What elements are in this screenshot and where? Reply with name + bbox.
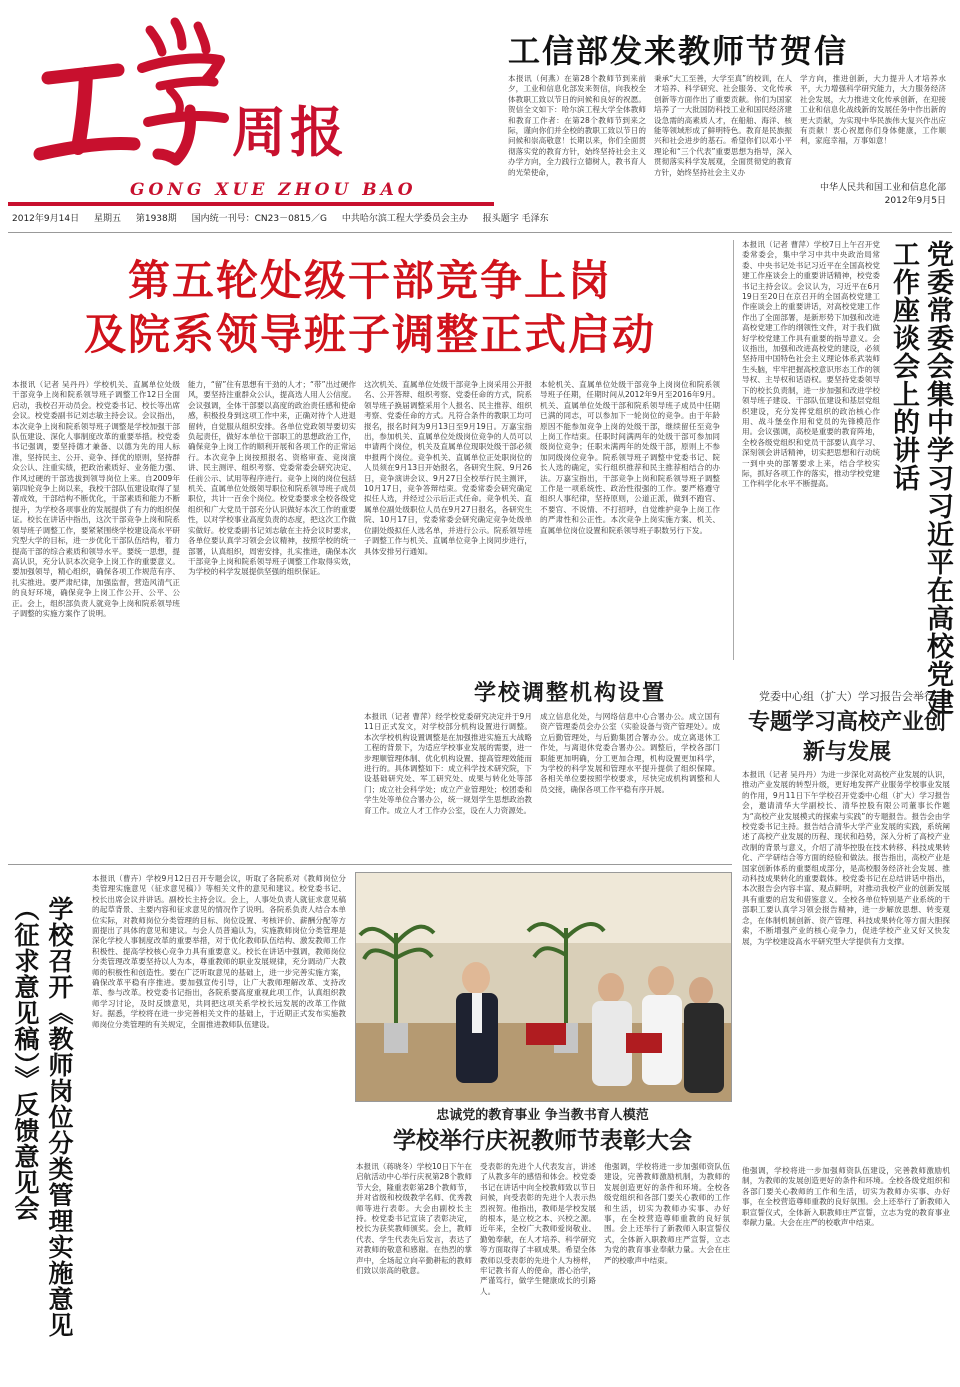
right-story-body: 本报讯（记者 曹萍）学校7日上午召开党委常委会，集中学习中共中央政治局常委、中央书记处书记习近平在全国高校党建工作座谈会上的重要讲话精神，校党委书记主持会议。会议认为，习近平在6月19日至20日在京召开的全国高校党建工作座谈会上的重要讲话，对高校党建工作作出了全面部署，是新形势下加强和改进高校党建工作的纲领性文件，对于我们做好学校党建工作具有重要的指导意义。会议指出，加强和改进高校党的建设，必须坚持用中国特色社会主义理论体系武装师生头脑，牢牢把握高校意识形态工作的领导权、主导权和话语权。要坚持党委领导下的校长负责制，进一步加强和改进学校领导班子建设、干部队伍建设和基层党组织建设，充分发挥党组织的政治核心作用、战斗堡垒作用和党员的先锋模范作用。会议强调，高校是重要的教育阵地，全校各级党组织和党员干部要认真学习、深刻领会讲话精神，切实把思想和行动统一到中央的部署要求上来，结合学校实际，抓好各项工作的落实，推动学校党建工作科学化水平不断提高。 — [742, 240, 880, 489]
column-rule — [733, 240, 734, 660]
masthead-rule — [8, 202, 494, 206]
issue-date: 2012年9月14日 — [12, 214, 80, 224]
structure-story-col1: 本报讯（记者 曹萍）经学校党委研究决定并于9月11日正式发文，对学校部分机构设置进行调整。本次学校机构设置调整是在加强推进实施五大战略工程的背景下，为适应学校事业发展的需要，进一步理顺管理体制、优化机构设置、提高管理效能而进行的。具体调整如下：成立科学技术研究院，下设基础研究处、军工研究处、成果与转化处等部门；成立社会科学处；成立产业管理处；校团委和学生处等单位合署办公，统一规划学生思想政治教育工作。成立人才工作办公室，设在人力资源处。 — [364, 712, 532, 815]
masthead-pinyin: GONG XUE ZHOU BAO — [130, 180, 417, 200]
teachers-day-photo — [355, 872, 732, 1102]
section-divider — [8, 232, 952, 233]
section-divider-2 — [8, 864, 732, 865]
masthead-title: 周报 — [232, 101, 348, 164]
celebration-col1: 本报讯（蒋晓冬）学校10日下午在启航活动中心举行庆祝第28个教师节大会，隆重表彰第28个教师节，并对省级和校级教学名师、优秀教师等进行表彰。大会由副校长主持。校党委书记宣读了表彰决定，校长为获奖教师颁奖。会上，教师代表、学生代表先后发言，表达了对教师的敬意和感谢。在热烈的掌声中，全场起立向辛勤耕耘的教师们致以崇高的敬意。 — [356, 1162, 472, 1276]
masthead-info-bar — [12, 211, 549, 224]
main-story-headline — [20, 254, 720, 362]
left-story-body: 本报讯（曹卉）学校9月12日召开专题会议，听取了各院系对《教师岗位分类管理实施意见（征求意见稿）》等相关文件的意见和建议。校党委书记、校长出席会议并讲话。副校长主持会议。会上，人事处负责人就征求意见稿的起草背景、主要内容和征求意见的情况作了说明。各院系负责人结合本单位实际，对教师岗位分类管理的目标、岗位设置、考核评价、薪酬分配等方面提出了具体的意见和建议。与会人员普遍认为，实施教师岗位分类管理是深化学校人事制度改革的重要举措，对于优化教师队伍结构、激发教师工作积极性、提高学校核心竞争力具有重要意义。校长在讲话中强调，教师岗位分类管理改革要坚持以人为本，尊重教师的职业发展规律，充分调动广大教师的积极性和创造性。要在广泛听取意见的基础上，进一步完善实施方案，确保改革平稳有序推进。要加强宣传引导，让广大教师理解改革、支持改革、参与改革。校党委书记指出，各院系要高度重视此项工作，认真组织教师学习讨论，及时反馈意见，共同把这项关系学校长远发展的改革工作做好。据悉，学校将在进一步完善相关文件的基础上，于近期正式发布实施教师岗位分类管理的有关规定，全面推进教师队伍建设。 — [92, 874, 346, 1029]
issue-inscription: 报头题字 毛泽东 — [482, 214, 549, 224]
issue-weekday: 星期五 — [93, 214, 121, 224]
top-story-col2: 秉承“大工至善，大学至真”的校训，在人才培养、科学研究、社会服务、文化传承创新等方面作出了重要贡献。你们为国家培养了一大批国防科技工业和国民经济建设急需的高素质人才，在船舶、海洋、核能等领域形成了鲜明特色。教育是民族振兴和社会进步的基石。希望你们以邓小平理论和“三个代表”重要思想为指导，深入贯彻落实科学发展观，全面贯彻党的教育方针，始终坚持社会主义办 — [654, 74, 792, 177]
main-story-col1: 本报讯（记者 吴丹丹）学校机关、直属单位处级干部竞争上岗和院系领导班子调整工作12日全面启动，我校召开动员会。校党委书记、校长等出席会议。校党委副书记刘志敏主持会议。会议指出，本次竞争上岗和院系领导班子调整是学校加强干部队伍建设、深化人事制度改革的重要举措。校党委书记强调，要坚持德才兼备、以德为先的用人标准，坚持民主、公开、竞争、择优的原则，坚持群众公认、注重实绩，把政治素质好、业务能力强、作风过硬的干部选拔到领导岗位上来。自2009年第四轮竞争上岗以来，我校干部队伍建设取得了显著成效，干部结构不断优化，干部素质和能力不断提升，为学校各项事业的发展提供了有力的组织保证。校长在讲话中指出，这次干部竞争上岗和院系领导班子调整工作，要紧紧围绕学校建设高水平研究型大学的目标，进一步优化干部队伍结构，着力提高干部的综合素质和领导水平。要统一思想，提高认识，充分认识本次竞争上岗工作的重要意义。要加强领导，精心组织，确保各项工作规范有序、扎实推进。要严肃纪律，加强监督，营造风清气正的良好环境，确保竞争上岗工作公开、公平、公正。会上，组织部负责人就竞争上岗和院系领导班子调整的实施方案作了说明。 — [12, 380, 180, 618]
masthead-calligraphy-logo — [30, 8, 230, 168]
celebration-col4: 他强调，学校将进一步加强师资队伍建设，完善教师激励机制，为教师的发展创造更好的条件和环境。全校各级党组织和各部门要关心教师的工作和生活，切实为教师办实事、办好事，在全校营造尊师重教的良好氛围。会上还举行了新教师入职宣誓仪式，全体新入职教师庄严宣誓，立志为党的教育事业奉献力量。大会在庄严的校歌声中结束。 — [742, 1166, 950, 1228]
top-story-headline: 工信部发来教师节贺信 — [508, 32, 849, 70]
celebration-col2: 受表彰的先进个人代表发言，讲述了从教多年的感悟和体会。校党委书记在讲话中向全校教师致以节日问候，向受表彰的先进个人表示热烈祝贺。他指出，教师是学校发展的根本，是立校之本、兴校之源。近年来，全校广大教师爱岗敬业、勤勉奉献，在人才培养、科学研究等方面取得了丰硕成果。希望全体教师以受表彰的先进个人为榜样，牢记教书育人的使命，潜心治学，严谨笃行，做学生健康成长的引路人。 — [480, 1162, 596, 1296]
right-story-headline: 党委常委会集中学习习近平在高校党建工作座谈会上的讲话 — [888, 240, 953, 716]
top-story-col1: 本报讯（何燕）在第28个教师节到来前夕，工业和信息化部发来贺信，向我校全体教职工致以节日的问候和良好的祝愿。贺信全文如下：哈尔滨工程大学全体教师和教育工作者：在第28个教师节到来之际，谨向你们并全校的教职工致以节日的问候和崇高敬意！长期以来，你们全面贯彻落实党的教育方针，始终坚持社会主义办学方向，全力践行立德树人，教书育人的光荣使命， — [508, 74, 646, 177]
main-headline-line2: 及院系领导班子调整正式启动 — [83, 310, 656, 359]
main-story-col3: 这次机关、直属单位处级干部竞争上岗采用公开报名、公开答辩、组织考察、党委任命的方式，院系领导班子换届调整采用个人报名、民主推荐、组织考察、党委任命的方式。凡符合条件的教职工均可报名，报名时间为9月13日至9月19日。万嘉宝指出，参加机关、直属单位处级岗位竞争的人员可以申请两个岗位，机关及直属单位现职处级干部必须申报两个岗位。竞争机关、直属单位正处职岗位的人员须在9月13日开始报名，各研究生院、9月26日，竞争演讲会议、9月27日全校举行民主测评，10月17日，竞争答辩结束。党委常委会研究确定拟任人选，并经过公示后正式任命。竞争机关、直属单位副处级职位人员在9月27日报名，各研究生院、10月17日，党委常委会研究确定竞争处级单位副处级拟任人选名单，并进行公示。院系领导班子调整工作与机关、直属单位竞争上岗同步进行，具体安排另行通知。 — [364, 380, 532, 556]
celebration-headline: 学校举行庆祝教师节表彰大会 — [393, 1128, 692, 1154]
industry-story-body: 本报讯（记者 吴丹丹）为进一步深化对高校产业发展的认识，推动产业发展的转型升级，更好地发挥产业服务学校事业发展的作用，9月11日下午学校召开党委中心组（扩大）学习报告会，邀请清华大学副校长、清华控股有限公司董事长作题为“高校产业发展模式的探索与实践”的专题报告。报告会由学校党委书记主持。报告结合清华大学产业发展的实践，系统阐述了高校产业发展的历程、现状和趋势，深入分析了高校产业改制的背景与意义，介绍了清华控股在技术转移、科技成果转化、产学研结合等方面的经验和做法。报告指出，高校产业是国家创新体系的重要组成部分，是高校服务经济社会发展、推动科技成果转化的重要载体。校党委书记在总结讲话中指出，本次报告会内容丰富、观点鲜明，对推动我校产业的创新发展具有重要的启发和借鉴意义。全校各单位特别是产业系统的干部职工要认真学习领会报告精神，进一步解放思想、转变观念，在体制机制创新、资产管理、科技成果转化等方面大胆探索，不断增强产业的核心竞争力，促进学校产业又好又快发展，为学校建设高水平研究型大学提供有力支撑。 — [742, 770, 950, 946]
issue-cn: 国内统一刊号：CN23－0815／G — [191, 214, 327, 224]
industry-story-kicker: 党委中心组（扩大）学习报告会举行 — [759, 690, 935, 703]
structure-story-col2: 成立信息化处，与网络信息中心合署办公。成立国有资产管理委员会办公室（实验设备与资产管理处）。成立后勤管理处，与后勤集团合署办公。成立离退休工作处，与离退休党委合署办公。调整后，学校各部门职能更加明确，分工更加合理，机构设置更加科学，为学校的科学发展和管理水平提升提供了组织保障。各相关单位要按照学校要求，尽快完成机构调整和人员交接，确保各项工作平稳有序开展。 — [540, 712, 720, 794]
main-story-col4: 本轮机关、直属单位处级干部竞争上岗岗位和院系领导班子任期，任期时间从2012年9月至2016年9月。机关、直属单位处级干部和院系领导班子成员中任期已满的同志，可以参加下一轮岗位的竞争。由于年龄原因不能参加竞争上岗的处级干部，继续留任至竞争上岗工作结束。任职时间满两年的处级干部可参加同级岗位竞争；任职未满两年的处级干部，原则上不参加同级岗位竞争。院系领导班子调整中党委书记、院长人选的确定，实行组织推荐和民主推荐相结合的办法。万嘉宝指出，干部竞争上岗和院系领导班子调整工作是一项系统性、政治性很强的工作。要严格遵守组织人事纪律，坚持原则，公道正派，做到不跑官、不要官、不说情、不打招呼，自觉维护竞争上岗工作的严肃性和公正性。本次竞争上岗实施方案、机关、直属单位岗位设置和院系领导班子职数另行下发。 — [540, 380, 720, 535]
top-story-col3: 学方向，推进创新，大力提升人才培养水平，大力增强科学研究能力，大力服务经济社会发展，大力推进文化传承创新，在迎接工业和信息化战线新的发展任务中作出新的更大贡献，为实现中华民族伟大复兴作出应有贡献！衷心祝愿你们身体健康，工作顺利，家庭幸福，万事如意！ — [800, 74, 946, 146]
main-story-col2: 能力，“留”住有思想有干劲的人才；“带”出过硬作风，要坚持注重群众公认，提高选人用人公信度。会议强调，全体干部要以高度的政治责任感和使命感，积极投身到这项工作中来，正确对待个人进退留转，自觉服从组织安排。各单位党政领导要切实负起责任，做好本单位干部职工的思想政治工作，确保竞争上岗工作的顺利开展和各项工作的正常运行。本次竞争上岗按照报名、资格审查、竞岗演讲、民主测评、组织考察、党委常委会研究决定、任前公示、试用等程序进行。竞争上岗的岗位包括机关、直属单位处级领导职位和院系领导班子成员职位，共计一百余个岗位。校党委要求全校各级党组织和广大党员干部充分认识做好本次工作的重要性，以对学校事业高度负责的态度，把这次工作做实做好。校党委副书记刘志敏在主持会议时要求，各单位要认真学习领会会议精神，按照学校的统一部署，认真组织，周密安排，扎实推进，确保本次干部竞争上岗和院系领导班子调整工作取得实效，为学校的科学发展提供坚强的组织保证。 — [188, 380, 356, 577]
issue-number: 第1938期 — [135, 214, 177, 224]
left-story-headline: 学校召开《教师岗位分类管理实施意见（征求意见稿）》反馈意见会 — [11, 896, 74, 1338]
top-story-signature: 中华人民共和国工业和信息化部 — [819, 183, 946, 193]
top-story-sign-date: 2012年9月5日 — [884, 196, 946, 206]
celebration-kicker: 忠诚党的教育事业 争当教书育人模范 — [436, 1108, 649, 1123]
issue-sponsor: 中共哈尔滨工程大学委员会主办 — [341, 214, 468, 224]
industry-story-headline: 专题学习高校产业创新与发展 — [747, 710, 946, 765]
structure-story-headline: 学校调整机构设置 — [473, 681, 666, 706]
main-headline-line1: 第五轮处级干部竞争上岗 — [127, 256, 612, 305]
celebration-col3: 他强调，学校将进一步加强师资队伍建设，完善教师激励机制，为教师的发展创造更好的条件和环境。全校各级党组织和各部门要关心教师的工作和生活，切实为教师办实事、办好事，在全校营造尊师重教的良好氛围。会上还举行了新教师入职宣誓仪式，全体新入职教师庄严宣誓，立志为党的教育事业奉献力量。大会在庄严的校歌声中结束。 — [604, 1162, 730, 1265]
